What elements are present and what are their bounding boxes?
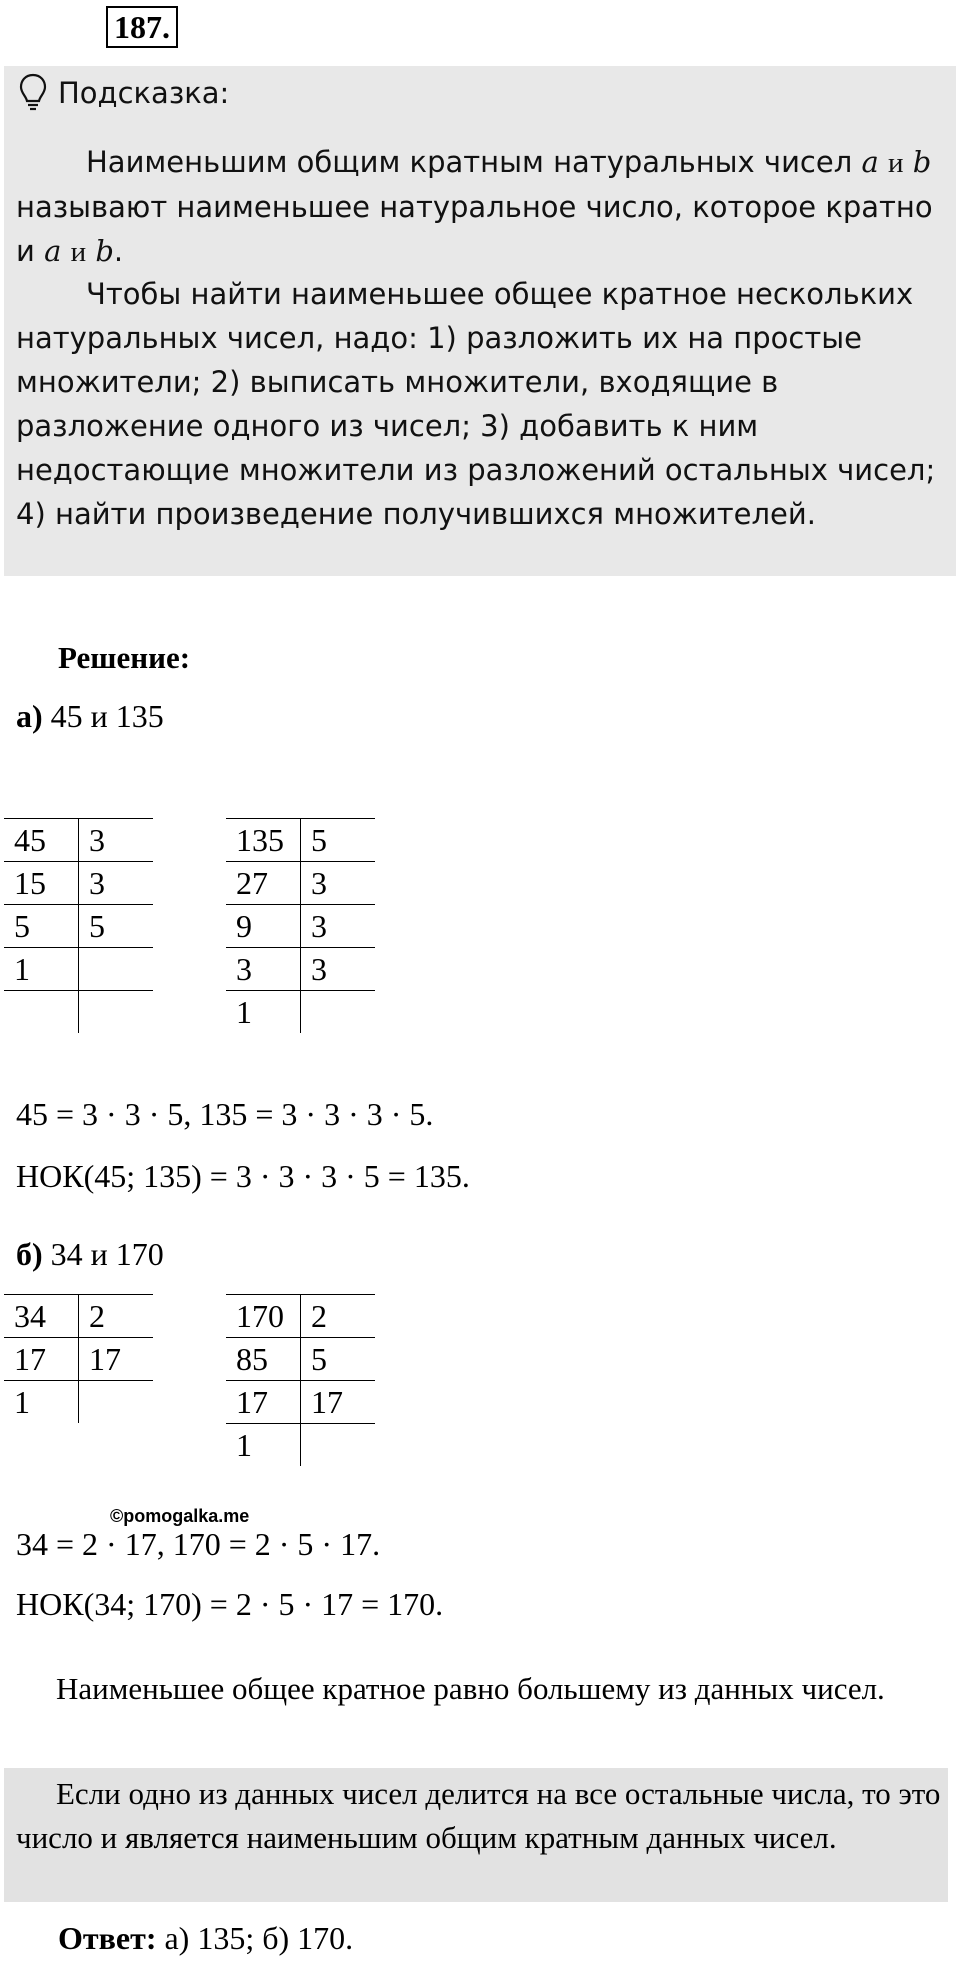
factor-row	[4, 1295, 153, 1338]
factor-row	[4, 905, 153, 948]
divisor-cell: 2	[79, 1295, 154, 1338]
hint-definition: Наименьшим общим кратным натуральных чисел a и b называют наименьшее натуральное число, которое кратно и a и b.	[16, 145, 933, 268]
watermark: ©pomogalka.me	[110, 1506, 250, 1526]
divisor-cell	[301, 991, 376, 1034]
dividend-cell: 3	[226, 948, 301, 991]
factor-row	[226, 991, 375, 1034]
dividend-cell: 9	[226, 905, 301, 948]
dividend-cell: 1	[4, 948, 79, 991]
factorization-table-45	[4, 818, 153, 1033]
divisor-cell: 5	[301, 1338, 376, 1381]
divisor-cell	[79, 1381, 154, 1424]
task-number: 187.	[106, 6, 178, 48]
divisor-cell: 3	[79, 819, 154, 862]
part-b-heading: б) 34 и 170	[16, 1236, 164, 1272]
empty-cell	[79, 991, 154, 1034]
factor-row	[226, 1381, 375, 1424]
factor-row	[226, 862, 375, 905]
divisor-cell: 3	[301, 905, 376, 948]
factor-row	[226, 905, 375, 948]
factor-row	[4, 819, 153, 862]
factorization-table-34	[4, 1294, 153, 1423]
divisor-cell: 5	[79, 905, 154, 948]
rule-text: Если одно из данных чисел делится на все остальные числа, то это число и является наименьшим общим кратным данных чисел.	[16, 1776, 941, 1855]
dividend-cell: 17	[4, 1338, 79, 1381]
lightbulb-icon	[18, 72, 48, 112]
factor-row	[226, 1338, 375, 1381]
dividend-cell: 17	[226, 1381, 301, 1424]
part-a-heading: а) 45 и 135	[16, 698, 164, 734]
divisor-cell: 5	[301, 819, 376, 862]
conclusion-text: Наименьшее общее кратное равно большему из данных чисел.	[56, 1671, 885, 1706]
dividend-cell: 1	[226, 1424, 301, 1467]
divisor-cell	[79, 948, 154, 991]
empty-cell	[4, 991, 79, 1034]
factor-row	[226, 1424, 375, 1467]
decomposition-equation-b: 34 = 2 · 17, 170 = 2 · 5 · 17.	[16, 1526, 381, 1562]
dividend-cell: 85	[226, 1338, 301, 1381]
decomposition-equation-a: 45 = 3 · 3 · 5, 135 = 3 · 3 · 3 · 5.	[16, 1096, 434, 1132]
dividend-cell: 34	[4, 1295, 79, 1338]
factorization-table-170	[226, 1294, 375, 1466]
dividend-cell: 1	[4, 1381, 79, 1424]
dividend-cell: 5	[4, 905, 79, 948]
lcm-equation-a: НОК(45; 135) = 3 · 3 · 3 · 5 = 135.	[16, 1158, 470, 1194]
dividend-cell: 170	[226, 1295, 301, 1338]
answer: Ответ: а) 135; б) 170.	[58, 1920, 354, 1956]
divisor-cell: 3	[79, 862, 154, 905]
dividend-cell: 27	[226, 862, 301, 905]
solution-label: Решение:	[58, 640, 191, 675]
factor-row	[4, 862, 153, 905]
divisor-cell: 17	[79, 1338, 154, 1381]
divisor-cell: 3	[301, 948, 376, 991]
factorization-table-135	[226, 818, 375, 1033]
lcm-equation-b: НОК(34; 170) = 2 · 5 · 17 = 170.	[16, 1586, 444, 1622]
factor-row	[4, 1338, 153, 1381]
dividend-cell: 1	[226, 991, 301, 1034]
divisor-cell: 3	[301, 862, 376, 905]
factor-row-empty	[4, 991, 153, 1034]
factor-row	[4, 948, 153, 991]
dividend-cell: 135	[226, 819, 301, 862]
factor-row	[226, 819, 375, 862]
divisor-cell	[301, 1424, 376, 1467]
dividend-cell: 15	[4, 862, 79, 905]
factor-row	[226, 948, 375, 991]
divisor-cell: 2	[301, 1295, 376, 1338]
dividend-cell: 45	[4, 819, 79, 862]
hint-algorithm: Чтобы найти наименьшее общее кратное нескольких натуральных чисел, надо: 1) разложить их на простые множители; 2) выписать множители, входящие в разложение одного из чисел; 3) добавить к ним недостающие множители из разложений остальных чисел; 4) найти произведение получившихся множителей.	[16, 277, 936, 531]
factor-row	[226, 1295, 375, 1338]
factor-row	[4, 1381, 153, 1424]
divisor-cell: 17	[301, 1381, 376, 1424]
hint-title: Подсказка:	[58, 76, 230, 110]
